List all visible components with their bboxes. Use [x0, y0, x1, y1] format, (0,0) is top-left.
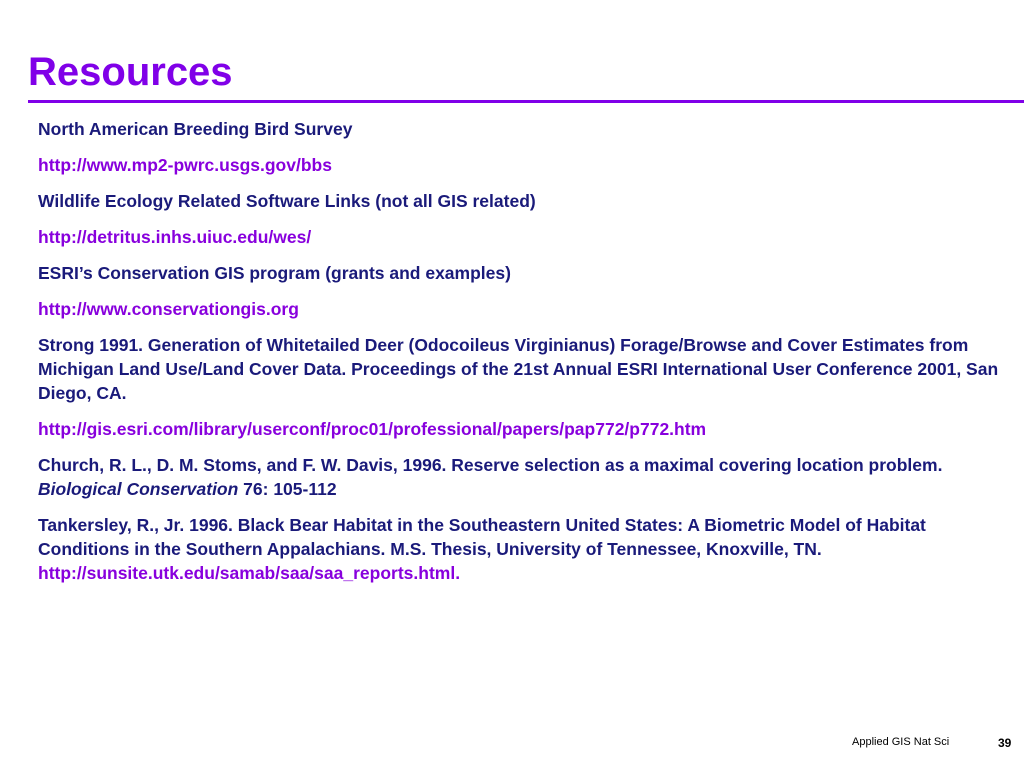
- resource-church-1996: [38, 453, 1008, 501]
- title-divider: [28, 100, 1024, 103]
- resource-list: [38, 117, 1008, 597]
- link-samab-reports[interactable]: http://sunsite.utk.edu/samab/saa/saa_reports.html.: [38, 563, 461, 583]
- link-wes[interactable]: http://detritus.inhs.uiuc.edu/wes/: [38, 227, 312, 247]
- resource-esri-conservation: ESRI’s Conservation GIS program (grants and examples): [38, 263, 511, 283]
- slide-title: Resources: [28, 50, 233, 94]
- resource-tankersley-1996: [38, 513, 1008, 585]
- link-bbs[interactable]: http://www.mp2-pwrc.usgs.gov/bbs: [38, 155, 332, 175]
- church-citation: Church, R. L., D. M. Stoms, and F. W. Davis, 1996. Reserve selection as a maximal covering location problem.: [38, 455, 943, 475]
- church-volume: 76: 105-112: [238, 479, 337, 499]
- tankersley-citation: Tankersley, R., Jr. 1996. Black Bear Habitat in the Southeastern United States: A Biometric Model of Habitat Conditions in the Southern Appalachians. M.S. Thesis, University of Tennessee, Knoxville, TN.: [38, 515, 926, 559]
- footer-label: Applied GIS Nat Sci: [852, 736, 950, 748]
- resource-breeding-bird-survey: North American Breeding Bird Survey: [38, 119, 353, 139]
- link-esri-proceedings[interactable]: http://gis.esri.com/library/userconf/proc01/professional/papers/pap772/p772.htm: [38, 419, 707, 439]
- link-conservationgis[interactable]: http://www.conservationgis.org: [38, 299, 299, 319]
- page-number: 39: [998, 736, 1012, 750]
- journal-title: Biological Conservation: [38, 479, 239, 499]
- resource-wildlife-software: Wildlife Ecology Related Software Links (not all GIS related): [38, 191, 536, 211]
- resource-strong-1991: Strong 1991. Generation of Whitetailed Deer (Odocoileus Virginianus) Forage/Browse and Cover Estimates from Michigan Land Use/Land Cover Data. Proceedings of the 21st Annual ESRI International User Conference 2001, San Diego, CA.: [38, 335, 999, 403]
